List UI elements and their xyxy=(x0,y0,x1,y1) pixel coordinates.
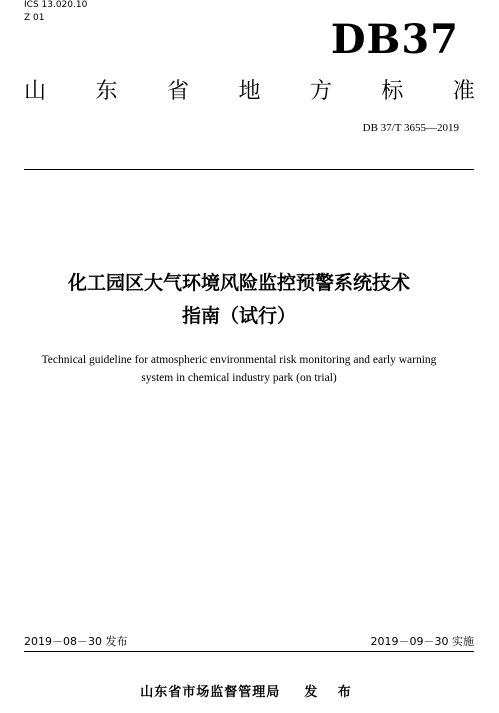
title-chinese-line-1: 化工园区大气环境风险监控预警系统技术 xyxy=(67,272,410,294)
title-chinese-line-2: 指南（试行） xyxy=(181,305,296,327)
ccs-code: Z 01 xyxy=(24,13,45,23)
issue-verb: 发 布 xyxy=(304,685,359,700)
standard-type-char: 山 xyxy=(24,79,47,104)
standard-type-char: 省 xyxy=(166,79,189,104)
issuer-name: 山东省市场监督管理局 xyxy=(140,685,281,700)
bottom-divider xyxy=(24,651,474,652)
ics-code: ICS 13.020.10 xyxy=(24,0,88,10)
implement-date: 2019－09－30 实施 xyxy=(370,635,474,648)
standard-type-char: 标 xyxy=(381,79,404,104)
title-english-line-1: Technical guideline for atmospheric environmental risk monitoring and early warning xyxy=(41,354,437,366)
standard-type-char: 准 xyxy=(452,79,475,104)
standard-type-char: 东 xyxy=(95,79,118,104)
standard-number: DB 37/T 3655—2019 xyxy=(362,122,459,134)
title-english-line-2: system in chemical industry park (on trial) xyxy=(141,372,337,384)
standard-type-char: 方 xyxy=(309,79,332,104)
publish-date: 2019－08－30 发布 xyxy=(24,635,128,648)
standard-code-logo: DB37 xyxy=(330,16,459,63)
date-row xyxy=(24,634,474,649)
title-english xyxy=(0,351,478,387)
standard-type-heading xyxy=(24,78,475,106)
standard-type-char: 地 xyxy=(238,79,261,104)
issuer-row xyxy=(0,684,499,702)
top-divider xyxy=(24,169,474,170)
